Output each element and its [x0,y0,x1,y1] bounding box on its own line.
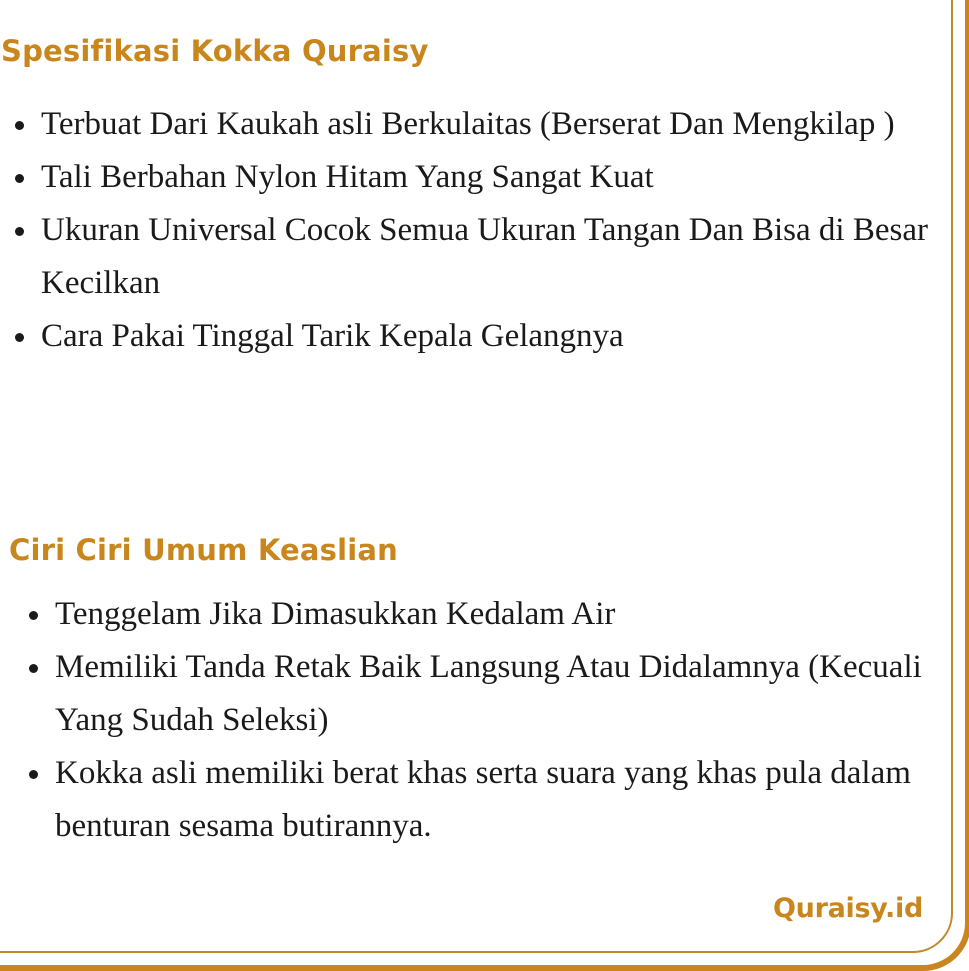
specifications-list [41,98,931,363]
list-item [55,747,925,853]
list-item-text: Tali Berbahan Nylon Hitam Yang Sangat Kuat [41,159,654,195]
list-item-text: Ukuran Universal Cocok Semua Ukuran Tangan Dan Bisa di Besar Kecilkan [41,212,928,301]
bullet-icon [15,121,24,130]
authenticity-list [55,588,925,853]
list-item [55,641,925,747]
list-item-text: Terbuat Dari Kaukah asli Berkulaitas (Berserat Dan Mengkilap ) [41,106,895,142]
list-item [41,310,931,363]
bullet-icon [15,333,24,342]
list-item [41,98,931,151]
list-item-text: Cara Pakai Tinggal Tarik Kepala Gelangnya [41,318,624,354]
bullet-icon [29,664,38,673]
list-item [55,588,925,641]
list-item [41,204,931,310]
brand-logo-text: Quraisy.id [773,893,923,924]
list-item-text: Memiliki Tanda Retak Baik Langsung Atau Didalamnya (Kecuali Yang Sudah Seleksi) [55,649,922,738]
bullet-icon [29,770,38,779]
bullet-icon [15,174,24,183]
bullet-icon [15,227,24,236]
list-item-text: Kokka asli memiliki berat khas serta suara yang khas pula dalam benturan sesama butirannya. [55,755,911,844]
list-item [41,151,931,204]
bullet-icon [29,611,38,620]
section-title-authenticity: Ciri Ciri Umum Keaslian [9,533,399,567]
list-item-text: Tenggelam Jika Dimasukkan Kedalam Air [55,596,616,632]
section-title-specifications: Spesifikasi Kokka Quraisy [1,34,429,68]
